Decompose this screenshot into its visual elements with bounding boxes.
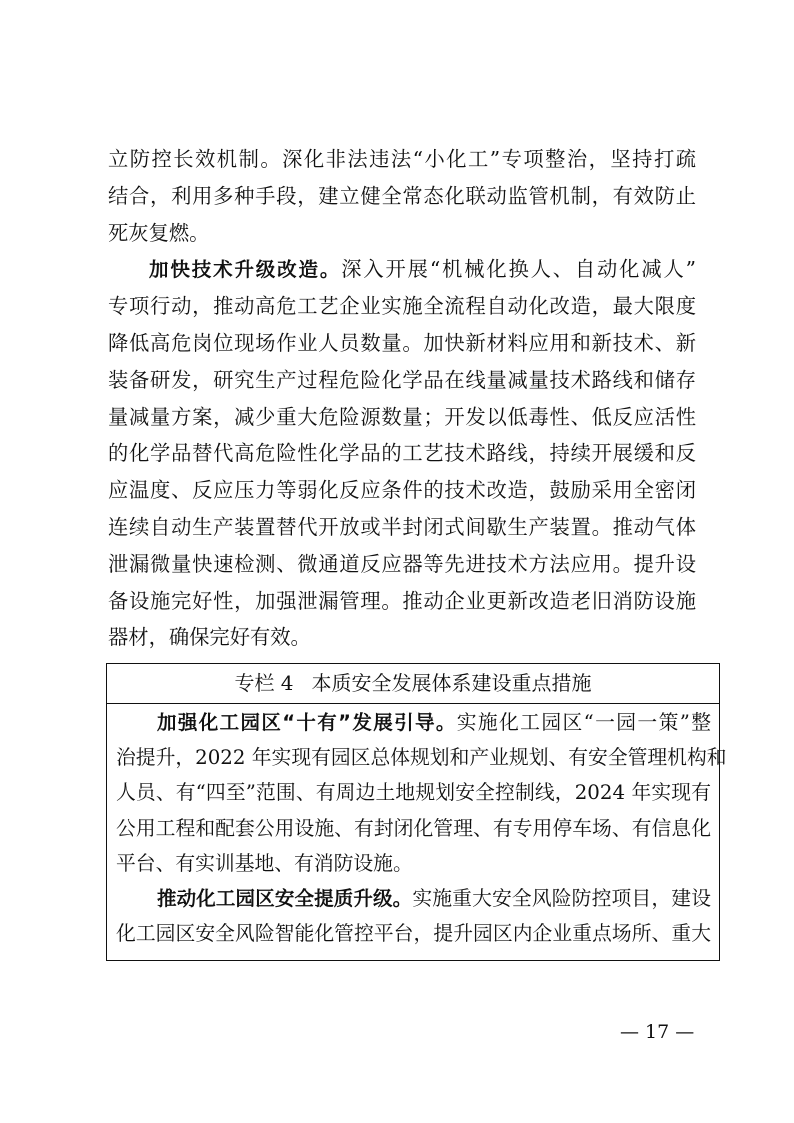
text-line [116,705,711,740]
text-line [108,251,696,288]
text-run: 深入开展“机械化换人、自动化减人” [341,257,696,282]
text-line: 死灰复燃。 [108,220,210,245]
box-item-heading: 加强化工园区“十有”发展引导。 [157,711,457,734]
text-run: 实施重大安全风险防控项目，建设 [412,886,711,910]
paragraph-2 [108,251,696,656]
text-line: 公用工程和配套公用设施、有封闭化管理、有专用停车场、有信息化 [116,816,711,840]
text-run: 实施化工园区“一园一策”整 [456,711,711,734]
text-line: 备设施完好性，加强泄漏管理。推动企业更新改造老旧消防设施 [108,588,696,613]
text-line: 泄漏微量快速检测、微通道反应器等先进技术方法应用。提升设 [108,551,696,576]
text-line: 结合，利用多种手段，建立健全常态化联动监管机制，有效防止 [108,183,696,208]
text-line: 平台、有实训基地、有消防设施。 [116,851,413,875]
box-title [107,664,719,704]
text-line: 的化学品替代高危险性化学品的工艺技术路线，持续开展缓和反 [108,441,696,466]
paragraph-1 [108,141,696,251]
paragraph-heading: 加快技术升级改造。 [149,258,342,282]
text-line: 连续自动生产装置替代开放或半封闭式间歇生产装置。推动气体 [108,514,696,539]
text-line: 人员、有“四至”范围、有周边土地规划安全控制线，2024 年实现有 [116,781,711,805]
text-line: 量减量方案，减少重大危险源数量；开发以低毒性、低反应活性 [108,404,696,429]
text-line: 装备研发，研究生产过程危险化学品在线量减量技术路线和储存 [108,367,696,392]
text-line: 治提升，2022 年实现有园区总体规划和产业规划、有安全管理机构和 [116,746,727,770]
text-line: 立防控长效机制。深化非法违法“小化工”专项整治，坚持打疏 [108,147,696,171]
box-label: 专栏 4 [234,671,294,695]
feature-box [106,663,727,961]
box-item-2 [116,881,711,951]
box-title-text: 本质安全发展体系建设重点措施 [311,671,592,695]
page-number: — 17 — [620,1021,695,1043]
box-item-1 [116,705,727,881]
text-line: 器材，确保完好有效。 [108,625,311,650]
text-line [116,881,711,916]
body-text [108,141,696,656]
text-line: 应温度、反应压力等弱化反应条件的技术改造，鼓励采用全密闭 [108,478,696,503]
text-line: 专项行动，推动高危工艺企业实施全流程自动化改造，最大限度 [108,294,696,319]
text-line: 化工园区安全风险智能化管控平台，提升园区内企业重点场所、重大 [116,922,711,946]
text-line: 降低高危岗位现场作业人员数量。加快新材料应用和新技术、新 [108,330,696,355]
box-item-heading: 推动化工园区安全提质升级。 [157,886,413,910]
box-body [107,704,727,951]
